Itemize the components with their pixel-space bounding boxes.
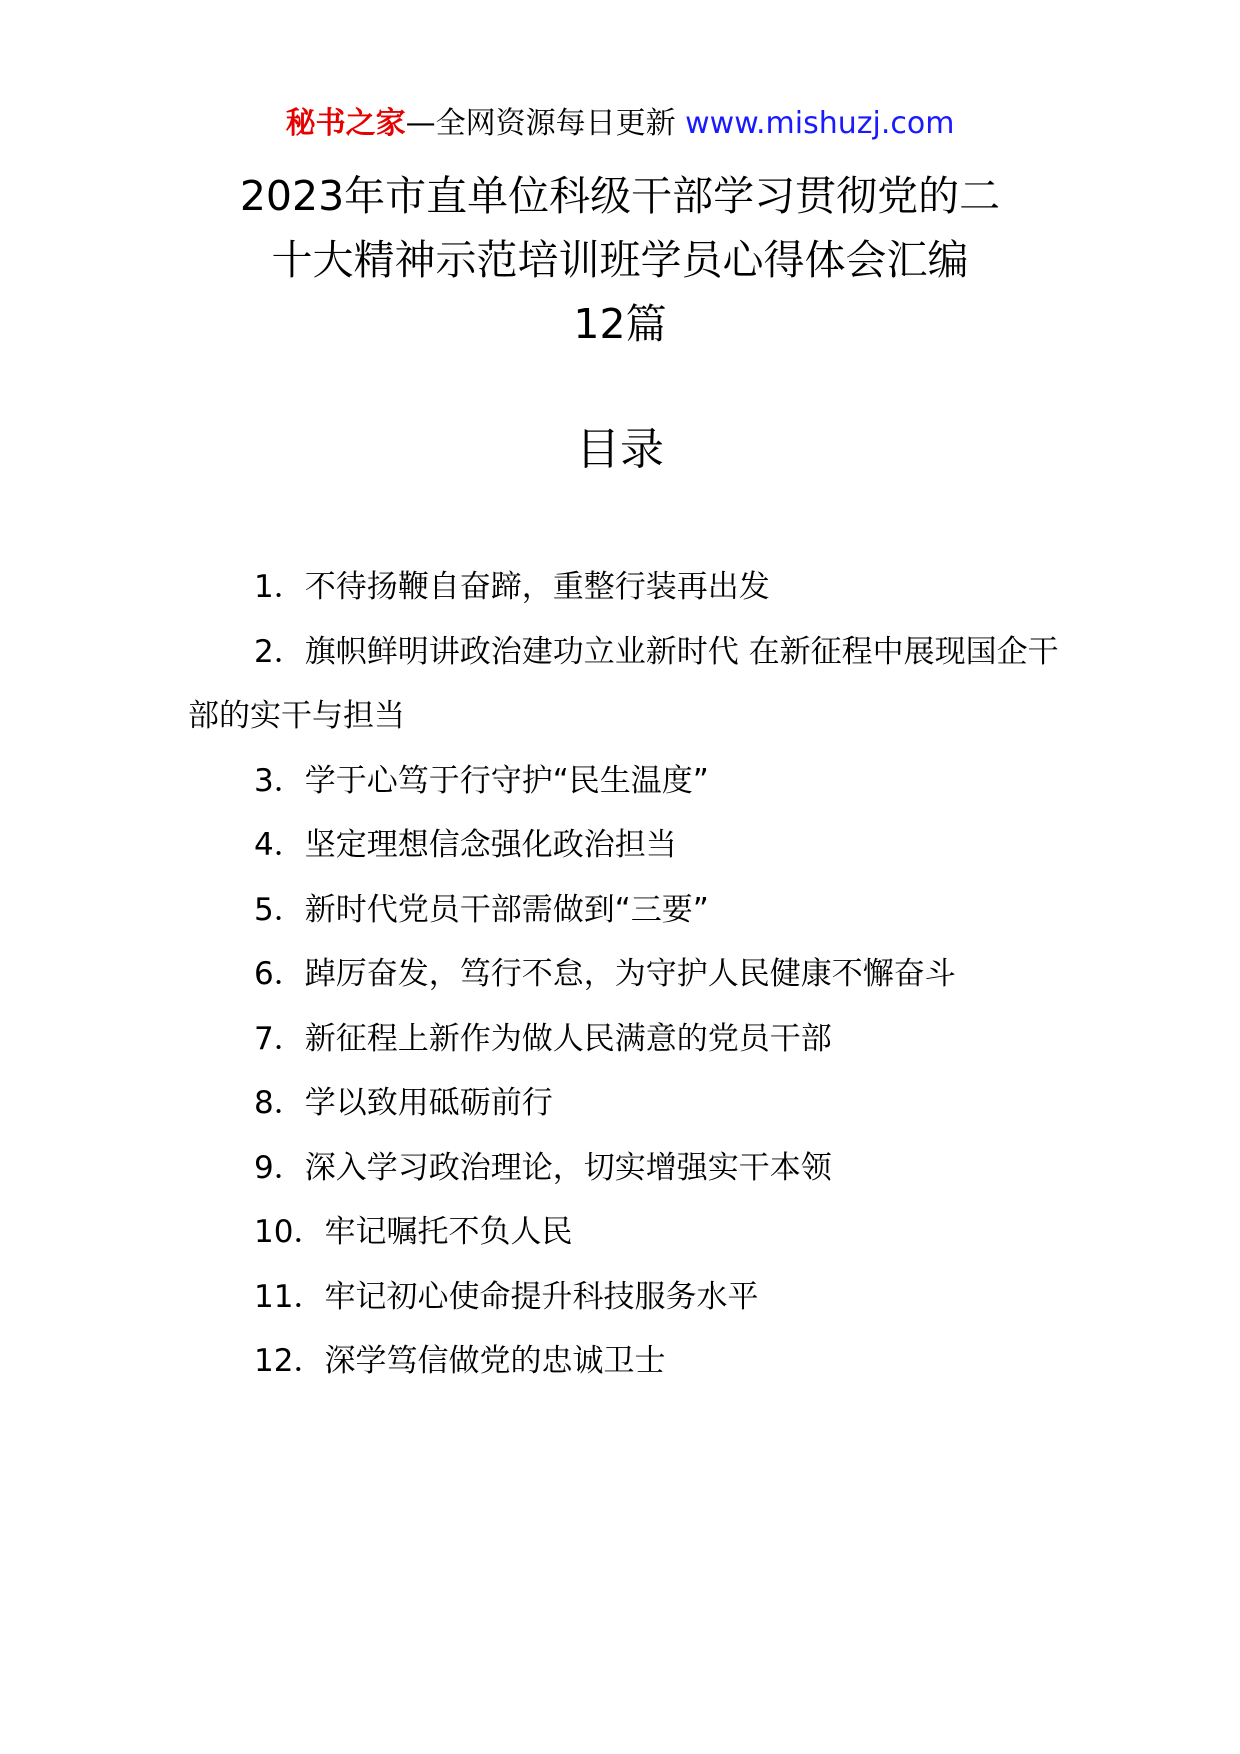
toc-item[interactable]: 11．牢记初心使命提升科技服务水平 [254,1278,759,1315]
document-title [150,164,1090,356]
toc-item[interactable]: 8．学以致用砥砺前行 [254,1085,553,1121]
table-of-contents [188,555,1068,1394]
title-line-2: 十大精神示范培训班学员心得体会汇编 [271,236,969,284]
site-url-link[interactable]: www.mishuzj.com [685,106,955,141]
title-line-3: 12篇 [573,300,667,348]
toc-item[interactable]: 6．踔厉奋发，笃行不怠，为守护人民健康不懈奋斗 [254,956,956,992]
toc-heading: 目录 [576,424,664,475]
toc-item[interactable]: 4．坚定理想信念强化政治担当 [254,827,677,863]
toc-item[interactable]: 1．不待扬鞭自奋蹄，重整行装再出发 [254,569,770,605]
toc-item[interactable]: 7．新征程上新作为做人民满意的党员干部 [254,1020,832,1057]
header-tagline: —全网资源每日更新 [405,106,676,141]
toc-item[interactable]: 12．深学笃信做党的忠诚卫士 [254,1343,666,1379]
toc-item[interactable]: 5．新时代党员干部需做到“三要” [254,891,709,928]
title-line-1: 2023年市直单位科级干部学习贯彻党的二 [239,172,1001,220]
toc-item[interactable]: 2．旗帜鲜明讲政治建功立业新时代 在新征程中展现国企干部的实干与担当 [188,633,1059,734]
toc-item[interactable]: 9．深入学习政治理论，切实增强实干本领 [254,1149,832,1186]
brand-name: 秘书之家 [285,106,406,141]
toc-item[interactable]: 10．牢记嘱托不负人民 [254,1214,573,1250]
site-header [0,104,1240,144]
toc-item[interactable]: 3．学于心笃于行守护“民生温度” [254,762,709,799]
